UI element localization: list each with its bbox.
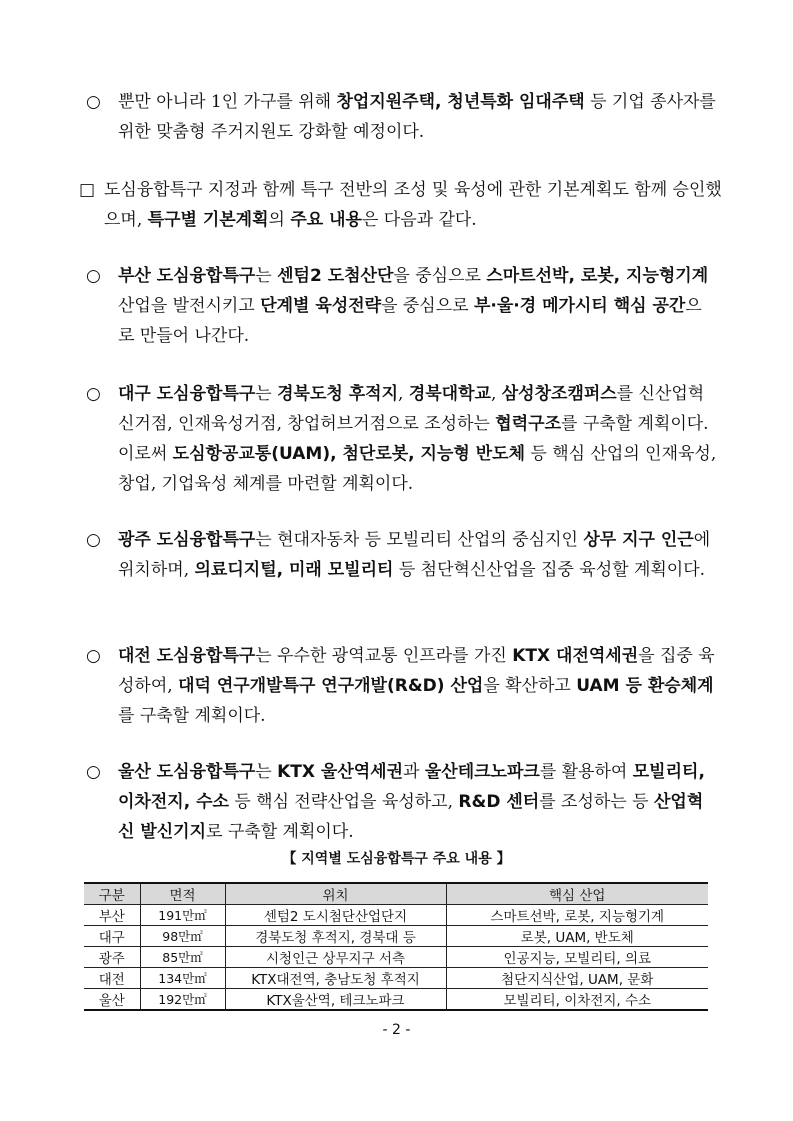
regional-summary-table bbox=[84, 882, 708, 1011]
emphasis-text: KTX 대전역세권 bbox=[512, 646, 639, 666]
emphasis-text: 울산테크노파크 bbox=[424, 762, 540, 782]
table-row bbox=[84, 905, 708, 926]
cell-location: KTX대전역, 충남도청 후적지 bbox=[225, 968, 446, 989]
emphasis-text: UAM 등 환승체계 bbox=[576, 676, 714, 696]
paragraph-daegu bbox=[118, 379, 718, 499]
body-text: 는 현대자동차 등 모빌리티 산업의 중심지인 bbox=[255, 530, 584, 550]
table-row bbox=[84, 947, 708, 968]
cell-industry: 인공지능, 모빌리티, 의료 bbox=[446, 947, 708, 968]
emphasis-text: 상무 지구 인근 bbox=[583, 530, 694, 550]
paragraph-busan bbox=[118, 261, 718, 351]
body-text: 로 구축할 계획이다. bbox=[206, 822, 354, 842]
emphasis-text: 스마트선박, 로봇, 지능형기계 bbox=[486, 266, 709, 286]
body-text: 는 bbox=[255, 266, 278, 286]
body-text: , bbox=[490, 384, 502, 404]
body-text: 를 구축할 계획이다. bbox=[118, 706, 266, 726]
body-text: 는 bbox=[255, 762, 278, 782]
emphasis-text: 경북대학교 bbox=[408, 384, 491, 404]
body-text: 으로 만들어 나간다. bbox=[118, 296, 702, 346]
cell-industry: 첨단지식산업, UAM, 문화 bbox=[446, 968, 708, 989]
cell-area: 134만㎡ bbox=[140, 968, 225, 989]
emphasis-text: 대구 도심융합특구 bbox=[118, 384, 256, 404]
paragraph-1 bbox=[118, 87, 718, 147]
cell-area: 192만㎡ bbox=[140, 989, 225, 1011]
body-text: 등 핵심 산업의 인재육성, 창업, 기업육성 체계를 마련할 계획이다. bbox=[118, 444, 717, 494]
cell-location: KTX울산역, 테크노파크 bbox=[225, 989, 446, 1011]
body-text: 의 bbox=[268, 210, 291, 230]
body-text: 을 중심으로 bbox=[381, 296, 474, 316]
header-category: 구분 bbox=[84, 883, 140, 905]
emphasis-text: 대덕 연구개발특구 연구개발(R&D) 산업 bbox=[178, 676, 484, 696]
emphasis-text: 도심항공교통(UAM), 첨단로봇, 지능형 반도체 bbox=[172, 444, 525, 464]
body-text: 는 우수한 광역교통 인프라를 가진 bbox=[255, 646, 513, 666]
body-text: 을 중심으로 bbox=[393, 266, 487, 286]
cell-region: 대구 bbox=[84, 926, 140, 947]
emphasis-text: 대전 도심융합특구 bbox=[118, 646, 256, 666]
table-header-row bbox=[84, 883, 708, 905]
header-location: 위치 bbox=[225, 883, 446, 905]
cell-industry: 모빌리티, 이차전지, 수소 bbox=[446, 989, 708, 1011]
emphasis-text: KTX 울산역세권 bbox=[277, 762, 404, 782]
header-area: 면적 bbox=[140, 883, 225, 905]
cell-industry: 로봇, UAM, 반도체 bbox=[446, 926, 708, 947]
cell-area: 85만㎡ bbox=[140, 947, 225, 968]
body-text: 도심융합특구 지정과 함께 특구 전반의 조성 및 육성에 관한 기본계획도 함께 승인했으며, bbox=[104, 180, 722, 230]
emphasis-text: 센텀2 도첨산단 bbox=[277, 266, 394, 286]
table-row bbox=[84, 989, 708, 1011]
paragraph-2 bbox=[104, 175, 724, 235]
emphasis-text: 창업지원주택, 청년특화 임대주택 bbox=[336, 92, 585, 112]
emphasis-text: 부·울·경 메가시티 핵심 공간 bbox=[473, 296, 686, 316]
paragraph-bullet: ○ bbox=[86, 530, 101, 550]
page-number: - 2 - bbox=[382, 1022, 411, 1038]
emphasis-text: 주요 내용 bbox=[290, 210, 362, 230]
cell-area: 98만㎡ bbox=[140, 926, 225, 947]
emphasis-text: 광주 도심융합특구 bbox=[118, 530, 256, 550]
body-text: 을 확산하고 bbox=[483, 676, 577, 696]
body-text: 을 집중 육성하여, bbox=[118, 646, 715, 696]
body-text: 뿐만 아니라 1인 가구를 위해 bbox=[118, 92, 337, 112]
table-row bbox=[84, 968, 708, 989]
paragraph-daejeon bbox=[118, 641, 718, 731]
cell-region: 광주 bbox=[84, 947, 140, 968]
table-title: 【 지역별 도심융합특구 주요 내용 】 bbox=[282, 851, 511, 867]
paragraph-bullet: ○ bbox=[86, 384, 101, 404]
body-text: 를 활용하여 bbox=[539, 762, 633, 782]
emphasis-text: 의료디지털, 미래 모빌리티 bbox=[194, 560, 394, 580]
cell-area: 191만㎡ bbox=[140, 905, 225, 926]
body-text: 산업을 발전시키고 bbox=[118, 296, 261, 316]
emphasis-text: 모빌리티, 이차전지, 수소 bbox=[118, 762, 705, 812]
emphasis-text: R&D 센터 bbox=[458, 792, 540, 812]
cell-industry: 스마트선박, 로봇, 지능형기계 bbox=[446, 905, 708, 926]
emphasis-text: 경북도청 후적지 bbox=[277, 384, 398, 404]
emphasis-text: 협력구조 bbox=[495, 414, 561, 434]
body-text: 은 다음과 같다. bbox=[361, 210, 477, 230]
body-text: 를 신산업혁신거점, 인재육성거점, 창업허브거점으로 조성하는 bbox=[118, 384, 705, 434]
emphasis-text: 산업혁신 발신기지 bbox=[118, 792, 704, 842]
emphasis-text: 울산 도심융합특구 bbox=[118, 762, 256, 782]
section-bullet: □ bbox=[79, 180, 96, 200]
body-text: 등 핵심 전략산업을 육성하고, bbox=[228, 792, 459, 812]
paragraph-gwangju bbox=[118, 525, 718, 585]
paragraph-bullet: ○ bbox=[86, 762, 101, 782]
emphasis-text: 특구별 기본계획 bbox=[147, 210, 269, 230]
paragraph-bullet: ○ bbox=[86, 266, 101, 286]
body-text: 를 조성하는 등 bbox=[539, 792, 654, 812]
paragraph-bullet: ○ bbox=[86, 92, 101, 112]
body-text: 등 기업 종사자를 위한 맞춤형 주거지원도 강화할 예정이다. bbox=[118, 92, 716, 142]
body-text: 에 위치하며, bbox=[118, 530, 711, 580]
body-text: 과 bbox=[403, 762, 425, 782]
table-row bbox=[84, 926, 708, 947]
emphasis-text: 단계별 육성전략 bbox=[260, 296, 382, 316]
cell-region: 대전 bbox=[84, 968, 140, 989]
paragraph-bullet: ○ bbox=[86, 646, 101, 666]
body-text: 를 구축할 계획이다. 이로써 bbox=[118, 414, 709, 464]
cell-region: 울산 bbox=[84, 989, 140, 1011]
emphasis-text: 삼성창조캠퍼스 bbox=[501, 384, 617, 404]
body-text: , bbox=[398, 384, 409, 404]
cell-location: 시청인근 상무지구 서측 bbox=[225, 947, 446, 968]
cell-region: 부산 bbox=[84, 905, 140, 926]
header-core-industry: 핵심 산업 bbox=[446, 883, 708, 905]
emphasis-text: 부산 도심융합특구 bbox=[118, 266, 256, 286]
body-text: 등 첨단혁신산업을 집중 육성할 계획이다. bbox=[393, 560, 706, 580]
cell-location: 센텀2 도시첨단산업단지 bbox=[225, 905, 446, 926]
body-text: 는 bbox=[255, 384, 278, 404]
cell-location: 경북도청 후적지, 경북대 등 bbox=[225, 926, 446, 947]
paragraph-ulsan bbox=[118, 757, 718, 847]
